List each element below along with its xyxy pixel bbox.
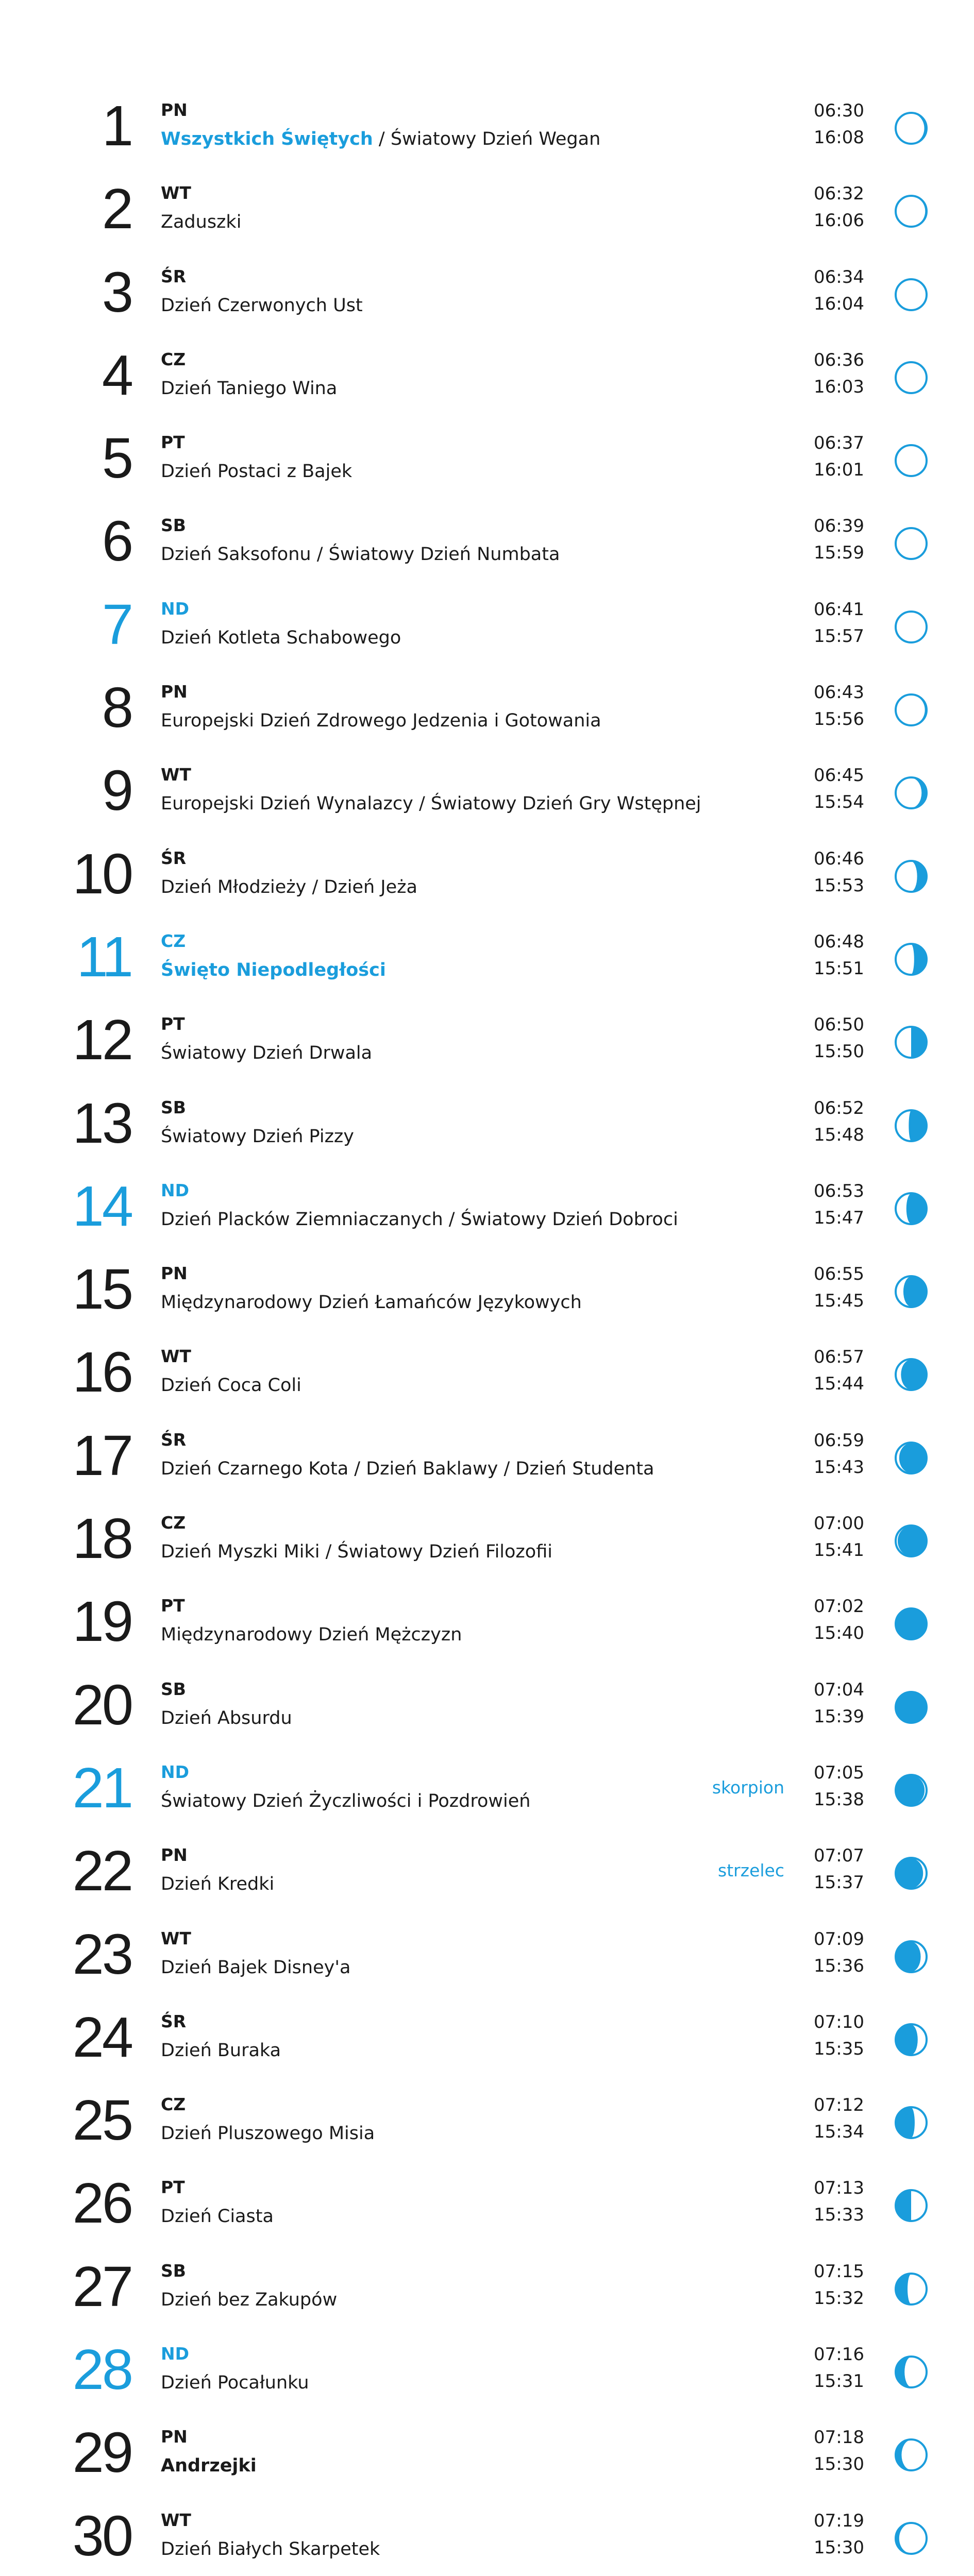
moon-phase-icon (893, 110, 929, 146)
day-number: 21 (72, 1756, 131, 1820)
day-number: 27 (72, 2255, 131, 2318)
moon-phase-icon (893, 277, 929, 313)
moon-phase-icon (893, 1440, 929, 1476)
day-number: 11 (76, 925, 131, 989)
weekday-label: CZ (161, 349, 186, 369)
sunrise-time: 06:55 (814, 1264, 864, 1285)
observances (161, 211, 241, 233)
weekday-label: CZ (161, 2094, 186, 2115)
sunrise-time: 07:18 (814, 2427, 864, 2448)
day-row (0, 1174, 974, 1261)
day-row (0, 1507, 974, 1594)
observance-name: Dzień Buraka (161, 2040, 281, 2061)
day-number: 19 (72, 1590, 131, 1654)
weekday-label: ND (161, 1180, 190, 1200)
observances (161, 1208, 678, 1231)
day-row (0, 427, 974, 513)
day-number: 30 (72, 2504, 131, 2568)
sunrise-time: 07:04 (814, 1679, 864, 1700)
moon-phase-icon (893, 2271, 929, 2307)
weekday-label: PT (161, 432, 185, 453)
day-row (0, 1008, 974, 1095)
sunrise-time: 07:16 (814, 2344, 864, 2365)
zodiac-sign: strzelec (718, 1860, 784, 1881)
moon-phase-icon (893, 443, 929, 479)
observances (161, 792, 701, 815)
sunset-time: 15:53 (814, 875, 864, 896)
sunset-time: 15:36 (814, 1955, 864, 1976)
day-number: 7 (102, 592, 131, 656)
moon-phase-icon (893, 692, 929, 728)
sunrise-time: 07:09 (814, 1928, 864, 1950)
day-row (0, 510, 974, 596)
weekday-label: ŚR (161, 2011, 187, 2031)
observance-name: Dzień Kotleta Schabowego (161, 627, 401, 648)
day-number: 16 (72, 1341, 131, 1404)
sunset-time: 15:32 (814, 2287, 864, 2309)
sunrise-time: 07:13 (814, 2178, 864, 2199)
day-number: 26 (72, 2172, 131, 2235)
observance-name: / Światowy Dzień Wegan (373, 129, 601, 149)
day-row (0, 842, 974, 929)
weekday-label: SB (161, 1679, 186, 1699)
weekday-label: PN (161, 1263, 188, 1284)
sunset-time: 15:51 (814, 958, 864, 979)
day-row (0, 592, 974, 680)
observances (161, 2371, 309, 2394)
observances (161, 1707, 292, 1730)
observance-name: Dzień Pluszowego Misia (161, 2123, 375, 2144)
day-row (0, 676, 974, 762)
sunrise-time: 06:46 (814, 848, 864, 869)
sunset-time: 15:48 (814, 1124, 864, 1145)
weekday-label: ND (161, 1761, 190, 1782)
moon-phase-icon (893, 1024, 929, 1060)
sunset-time: 16:06 (814, 210, 864, 231)
observances (161, 460, 352, 483)
day-row (0, 2421, 974, 2507)
sunset-time: 15:38 (814, 1789, 864, 1810)
sunrise-time: 07:10 (814, 2011, 864, 2032)
sunrise-time: 06:37 (814, 433, 864, 454)
weekday-label: ND (161, 598, 190, 619)
sunset-time: 15:54 (814, 792, 864, 813)
sunrise-time: 06:30 (814, 100, 864, 121)
day-number: 14 (72, 1174, 131, 1238)
observances (161, 543, 560, 566)
sunset-time: 15:59 (814, 543, 864, 564)
observance-name: Dzień Postaci z Bajek (161, 461, 352, 482)
weekday-label: PN (161, 100, 188, 120)
sunrise-time: 06:34 (814, 266, 864, 287)
observance-name: Dzień Bajek Disney'a (161, 1957, 351, 1978)
day-row (0, 759, 974, 845)
weekday-label: SB (161, 2260, 186, 2281)
day-number: 25 (72, 2089, 131, 2153)
sunset-time: 15:33 (814, 2205, 864, 2226)
weekday-label: WT (161, 1928, 191, 1948)
observance-name: Światowy Dzień Pizzy (161, 1126, 355, 1147)
day-number: 12 (72, 1008, 131, 1072)
day-row (0, 1922, 974, 2009)
moon-phase-icon (893, 2354, 929, 2390)
weekday-label: CZ (161, 930, 186, 951)
observances (161, 876, 417, 899)
sunset-time: 15:34 (814, 2122, 864, 2143)
observance-name: Dzień Czarnego Kota / Dzień Baklawy / Dzień Studenta (161, 1458, 654, 1479)
observance-name: Dzień Kredki (161, 1874, 275, 1895)
day-row (0, 1091, 974, 1178)
sunrise-time: 06:52 (814, 1097, 864, 1118)
sunrise-time: 06:39 (814, 516, 864, 537)
weekday-label: WT (161, 1346, 191, 1367)
observance-name: Dzień Myszki Miki / Światowy Dzień Filozofii (161, 1541, 552, 1563)
day-row (0, 1756, 974, 1843)
observance-name: Międzynarodowy Dzień Łamańców Językowych (161, 1292, 582, 1313)
day-row (0, 1341, 974, 1427)
day-number: 8 (102, 676, 131, 740)
observance-name: Dzień Saksofonu / Światowy Dzień Numbata (161, 544, 560, 565)
sunrise-time: 07:19 (814, 2510, 864, 2531)
weekday-label: ŚR (161, 1429, 187, 1450)
day-number: 24 (72, 2005, 131, 2069)
moon-phase-icon (893, 1108, 929, 1144)
day-row (0, 2255, 974, 2342)
weekday-label: ŚR (161, 848, 187, 868)
weekday-label: ND (161, 2344, 190, 2364)
day-row (0, 343, 974, 430)
observance-name: Dzień Absurdu (161, 1707, 292, 1728)
day-number: 29 (72, 2421, 131, 2485)
observances (161, 2454, 257, 2477)
moon-phase-icon (893, 1274, 929, 1310)
moon-phase-icon (893, 609, 929, 645)
observance-name: Dzień Białych Skarpetek (161, 2538, 380, 2560)
weekday-label: ŚR (161, 266, 187, 286)
observances (161, 2205, 274, 2228)
sunrise-time: 06:48 (814, 931, 864, 952)
sunset-time: 15:44 (814, 1374, 864, 1395)
sunset-time: 15:41 (814, 1540, 864, 1561)
weekday-label: WT (161, 2510, 191, 2530)
sunset-time: 15:39 (814, 1706, 864, 1727)
day-number: 28 (72, 2338, 131, 2402)
sunset-time: 16:04 (814, 293, 864, 314)
weekday-label: PT (161, 1014, 185, 1035)
day-row (0, 2338, 974, 2425)
day-row (0, 1423, 974, 1511)
observance-name: Dzień Placków Ziemniaczanych / Światowy Dzień Dobroci (161, 1209, 678, 1230)
day-number: 1 (102, 94, 131, 158)
day-row (0, 2504, 974, 2576)
observances (161, 2538, 380, 2561)
observances (161, 1790, 530, 1812)
moon-phase-icon (893, 1855, 929, 1891)
weekday-label: SB (161, 515, 186, 536)
day-row (0, 2005, 974, 2092)
weekday-label: PT (161, 1596, 185, 1616)
day-number: 13 (72, 1091, 131, 1155)
sunset-time: 15:30 (814, 2454, 864, 2475)
observances (161, 1540, 552, 1563)
observance-name: Dzień Coca Coli (161, 1375, 301, 1396)
sunset-time: 15:30 (814, 2537, 864, 2558)
moon-phase-icon (893, 1191, 929, 1227)
observances (161, 1042, 372, 1064)
sunset-time: 15:35 (814, 2038, 864, 2059)
observance-name: Dzień Młodzieży / Dzień Jeża (161, 876, 417, 897)
sunset-time: 15:40 (814, 1623, 864, 1644)
sunrise-time: 06:50 (814, 1014, 864, 1036)
observances (161, 709, 601, 732)
day-number: 22 (72, 1839, 131, 1903)
observance-name: Dzień bez Zakupów (161, 2289, 338, 2310)
day-number: 2 (102, 177, 131, 241)
moon-phase-icon (893, 360, 929, 396)
day-row (0, 1839, 974, 1926)
day-row (0, 2172, 974, 2258)
day-row (0, 1590, 974, 1676)
day-row (0, 94, 974, 181)
day-row (0, 260, 974, 347)
day-number: 9 (102, 759, 131, 823)
observance-name: Andrzejki (161, 2455, 257, 2477)
moon-phase-icon (893, 1357, 929, 1393)
zodiac-sign: skorpion (712, 1777, 784, 1798)
observance-name: Europejski Dzień Zdrowego Jedzenia i Gotowania (161, 710, 601, 732)
weekday-label: WT (161, 765, 191, 785)
moon-phase-icon (893, 193, 929, 229)
observances (161, 2122, 375, 2145)
sunset-time: 15:31 (814, 2371, 864, 2392)
moon-phase-icon (893, 2520, 929, 2556)
observances (161, 2039, 281, 2062)
sunrise-time: 07:00 (814, 1513, 864, 1534)
observances (161, 1623, 462, 1646)
observances (161, 1458, 654, 1480)
weekday-label: SB (161, 1097, 186, 1117)
observances (161, 626, 401, 649)
observance-name: Dzień Taniego Wina (161, 378, 338, 399)
moon-phase-icon (893, 858, 929, 894)
sunset-time: 16:08 (814, 127, 864, 148)
observance-name: Dzień Pocałunku (161, 2372, 309, 2394)
moon-phase-icon (893, 526, 929, 562)
sunrise-time: 06:43 (814, 682, 864, 703)
sunset-time: 16:01 (814, 460, 864, 481)
moon-phase-icon (893, 1772, 929, 1808)
moon-phase-icon (893, 2022, 929, 2058)
day-row (0, 1258, 974, 1344)
main-holiday-name: Wszystkich Świętych (161, 129, 373, 149)
sunrise-time: 06:41 (814, 599, 864, 620)
moon-phase-icon (893, 1523, 929, 1559)
observances (161, 1374, 301, 1397)
sunrise-time: 06:36 (814, 349, 864, 370)
sunset-time: 15:56 (814, 709, 864, 730)
weekday-label: PT (161, 2177, 185, 2198)
observance-name: Europejski Dzień Wynalazcy / Światowy Dzień Gry Wstępnej (161, 793, 701, 815)
calendar-list (0, 94, 974, 2576)
observance-name: Dzień Czerwonych Ust (161, 295, 363, 316)
sunset-time: 15:50 (814, 1041, 864, 1062)
observances (161, 1291, 582, 1314)
observances (161, 1125, 354, 1148)
sunrise-time: 07:12 (814, 2095, 864, 2116)
weekday-label: PN (161, 2427, 188, 2447)
observances (161, 377, 337, 400)
sunrise-time: 07:07 (814, 1845, 864, 1867)
sunrise-time: 07:02 (814, 1596, 864, 1617)
observance-name: Dzień Ciasta (161, 2206, 274, 2227)
sunset-time: 16:03 (814, 376, 864, 397)
day-row (0, 177, 974, 264)
day-number: 3 (102, 260, 131, 324)
sunrise-time: 06:59 (814, 1430, 864, 1451)
day-row (0, 2089, 974, 2175)
day-number: 5 (102, 427, 131, 490)
day-number: 23 (72, 1922, 131, 1986)
sunrise-time: 06:57 (814, 1347, 864, 1368)
weekday-label: PN (161, 1845, 188, 1866)
observances (161, 128, 600, 150)
moon-phase-icon (893, 1689, 929, 1725)
observances (161, 294, 363, 317)
day-number: 4 (102, 343, 131, 407)
moon-phase-icon (893, 775, 929, 811)
sunrise-time: 07:05 (814, 1762, 864, 1783)
sunrise-time: 06:53 (814, 1180, 864, 1201)
sunset-time: 15:45 (814, 1291, 864, 1312)
day-number: 10 (72, 842, 131, 906)
observance-name: Międzynarodowy Dzień Mężczyzn (161, 1624, 462, 1646)
weekday-label: PN (161, 682, 188, 702)
moon-phase-icon (893, 2105, 929, 2141)
sunset-time: 15:47 (814, 1207, 864, 1228)
moon-phase-icon (893, 1606, 929, 1642)
weekday-label: CZ (161, 1513, 186, 1533)
observances (161, 2289, 337, 2311)
observances (161, 1956, 350, 1979)
sunrise-time: 06:45 (814, 765, 864, 786)
main-holiday-name: Święto Niepodległości (161, 959, 386, 980)
day-number: 20 (72, 1673, 131, 1737)
day-number: 18 (72, 1507, 131, 1571)
moon-phase-icon (893, 2437, 929, 2473)
sunset-time: 15:43 (814, 1456, 864, 1478)
moon-phase-icon (893, 1939, 929, 1975)
sunrise-time: 06:32 (814, 183, 864, 205)
observances (161, 959, 386, 981)
sunset-time: 15:57 (814, 625, 864, 647)
sunrise-time: 07:15 (814, 2261, 864, 2282)
observances (161, 1873, 274, 1895)
day-number: 17 (72, 1423, 131, 1487)
day-row (0, 925, 974, 1012)
observance-name: Światowy Dzień Życzliwości i Pozdrowień (161, 1790, 531, 1811)
observance-name: Światowy Dzień Drwala (161, 1043, 373, 1064)
sunset-time: 15:37 (814, 1872, 864, 1893)
moon-phase-icon (893, 2188, 929, 2224)
day-number: 15 (72, 1258, 131, 1321)
observance-name: Zaduszki (161, 212, 242, 233)
day-number: 6 (102, 510, 131, 573)
day-row (0, 1673, 974, 1760)
moon-phase-icon (893, 941, 929, 977)
weekday-label: WT (161, 183, 191, 204)
